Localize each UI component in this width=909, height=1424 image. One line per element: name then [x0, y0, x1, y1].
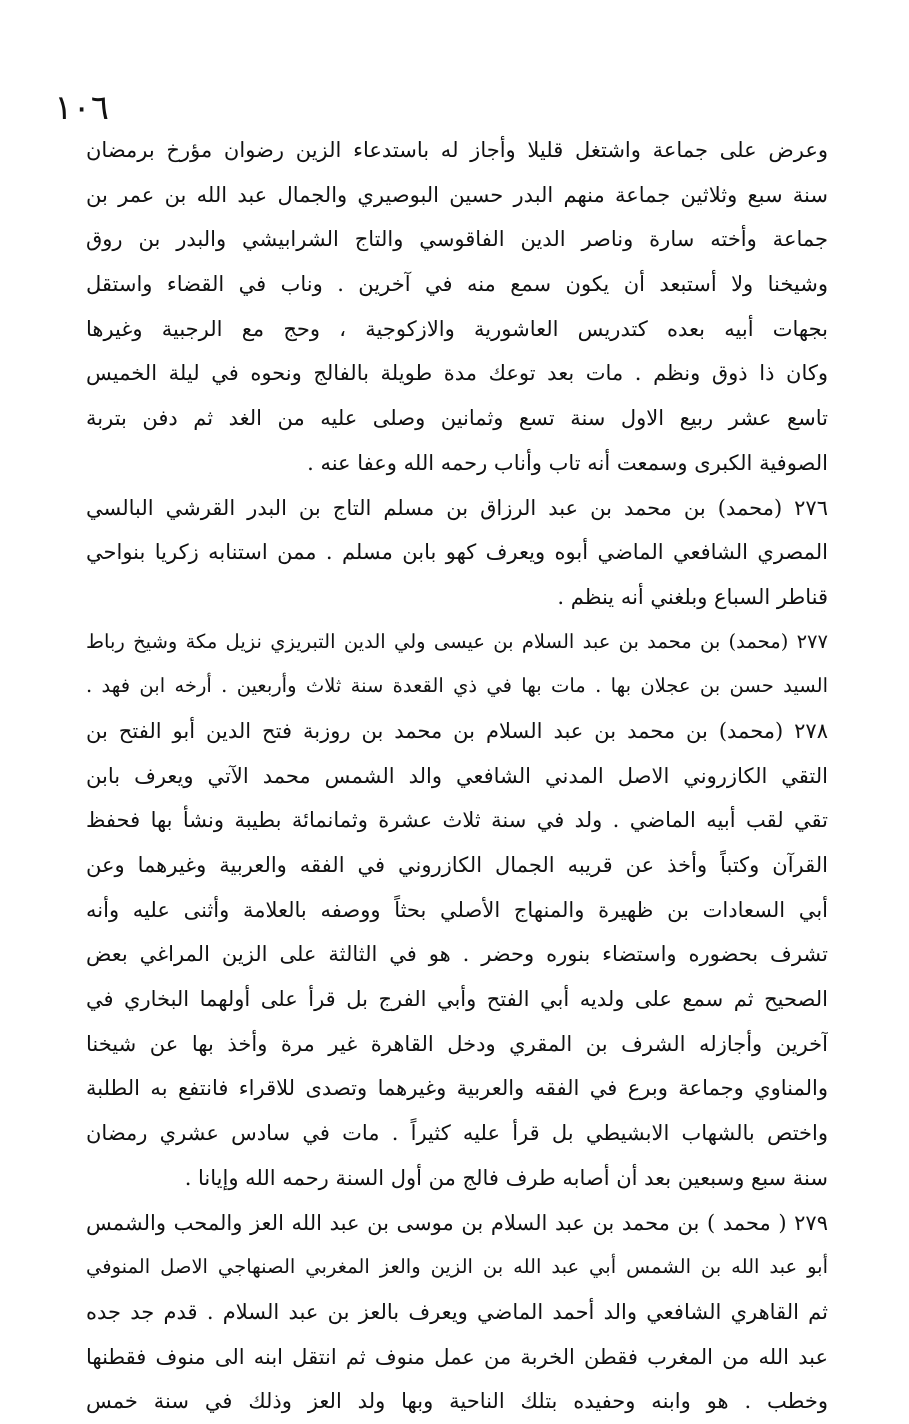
text-line: سنة سبع وسبعين بعد أن أصابه طرف فالج من أول السنة رحمه الله وإيانا . — [184, 1165, 828, 1190]
text-line: واختص بالشهاب الابشيطي بل قرأ عليه كثيراً . مات في سادس عشري رمضان — [86, 1121, 828, 1146]
text-line: جماعة وأخته سارة وناصر الدين الفاقوسي والتاج الشرابيشي والبدر بن روق — [86, 227, 828, 252]
text-line: عبد الله من المغرب فقطن الخربة من عمل منوف ثم انتقل ابنه الى منوف فقطنها — [86, 1344, 828, 1369]
text-line: وعرض على جماعة واشتغل قليلا وأجاز له باستدعاء الزين رضوان مؤرخ برمضان — [86, 138, 828, 162]
text-line: القرآن وكتباً وأخذ عن قريبه الجمال الكازروني في الفقه والعربية وغيرهما وعن — [86, 853, 828, 877]
text-line: تاسع عشر ربيع الاول سنة تسع وثمانين وصلى عليه من الغد ثم دفن بتربة — [86, 406, 828, 431]
text-line: ٢٧٩ ( محمد ) بن محمد بن عبد السلام بن موسى بن عبد الله العز والمحب والشمس — [86, 1210, 828, 1235]
text-line: سنة سبع وثلاثين جماعة منهم البدر حسين البوصيري والجمال عبد الله بن عمر بن — [86, 182, 828, 207]
page-body-text — [86, 128, 828, 1424]
text-line: وخطب . هو وابنه وحفيده بتلك الناحية وبها ولد العز وذلك في سنة خمس — [86, 1389, 828, 1414]
page-number: ١٠٦ — [54, 88, 109, 128]
text-line: الصوفية الكبرى وسمعت أنه تاب وأناب رحمه الله وعفا عنه . — [307, 450, 828, 475]
text-line: وكان ذا ذوق ونظم . مات بعد توعك مدة طويلة بالفالج ونحوه في ليلة الخميس — [86, 361, 828, 386]
text-line: بجهات أبيه بعده كتدريس العاشورية والازكوجية ، وحج مع الرجبية وغيرها — [86, 316, 828, 341]
text-line: تشرف بحضوره واستضاء بنوره وحضر . هو في الثالثة على الزين المراغي بعض — [86, 942, 828, 967]
text-line: أبو عبد الله بن الشمس أبي عبد الله بن الزين والعز المغربي الصنهاجي الاصل المنوفي — [86, 1255, 828, 1279]
text-line: التقي الكازروني الاصل المدني الشافعي والد الشمس محمد الآتي ويعرف بابن — [86, 763, 828, 788]
text-line: ثم القاهري الشافعي والد أحمد الماضي ويعرف بالعز بن عبد السلام . قدم جد جده — [86, 1299, 828, 1324]
text-line: وشيخنا ولا أستبعد أن يكون سمع منه في آخرين . وناب في القضاء واستقل — [86, 272, 828, 297]
text-line: قناطر السباع وبلغني أنه ينظم . — [557, 584, 828, 609]
text-line: آخرين وأجازله الشرف بن المقري ودخل القاهرة غير مرة وأخذ بها عن شيخنا — [86, 1031, 828, 1056]
text-line: ٢٧٦ (محمد) بن محمد بن عبد الرزاق بن مسلم التاج بن البدر القرشي البالسي — [86, 495, 828, 520]
text-line: السيد حسن بن عجلان بها . مات بها في ذي القعدة سنة ثلاث وأربعين . أرخه ابن فهد . — [86, 674, 828, 698]
text-line: أبي السعادات بن ظهيرة والمنهاج الأصلي بحثاً ووصفه بالعلامة وأثنى عليه وأنه — [86, 897, 828, 922]
text-line: والمناوي وجماعة وبرع في الفقه والعربية وغيرهما وتصدى للاقراء فانتفع به الطلبة — [86, 1076, 828, 1101]
text-line: تقي لقب أبيه الماضي . ولد في سنة ثلاث عشرة وثمانمائة بطيبة ونشأ بها فحفظ — [86, 808, 828, 833]
text-line: الصحيح ثم سمع على ولديه أبي الفتح وأبي الفرج بل قرأ على أولهما البخاري في — [86, 987, 828, 1012]
text-line: ٢٧٨ (محمد) بن محمد بن عبد السلام بن محمد بن روزبة فتح الدين أبو الفتح بن — [86, 718, 828, 743]
text-line: المصري الشافعي الماضي أبوه ويعرف كهو بابن مسلم . ممن استنابه زكريا بنواحي — [86, 540, 828, 565]
text-line: ٢٧٧ (محمد) بن محمد بن عبد السلام بن عيسى ولي الدين التبريزي نزيل مكة وشيخ رباط — [86, 629, 828, 653]
